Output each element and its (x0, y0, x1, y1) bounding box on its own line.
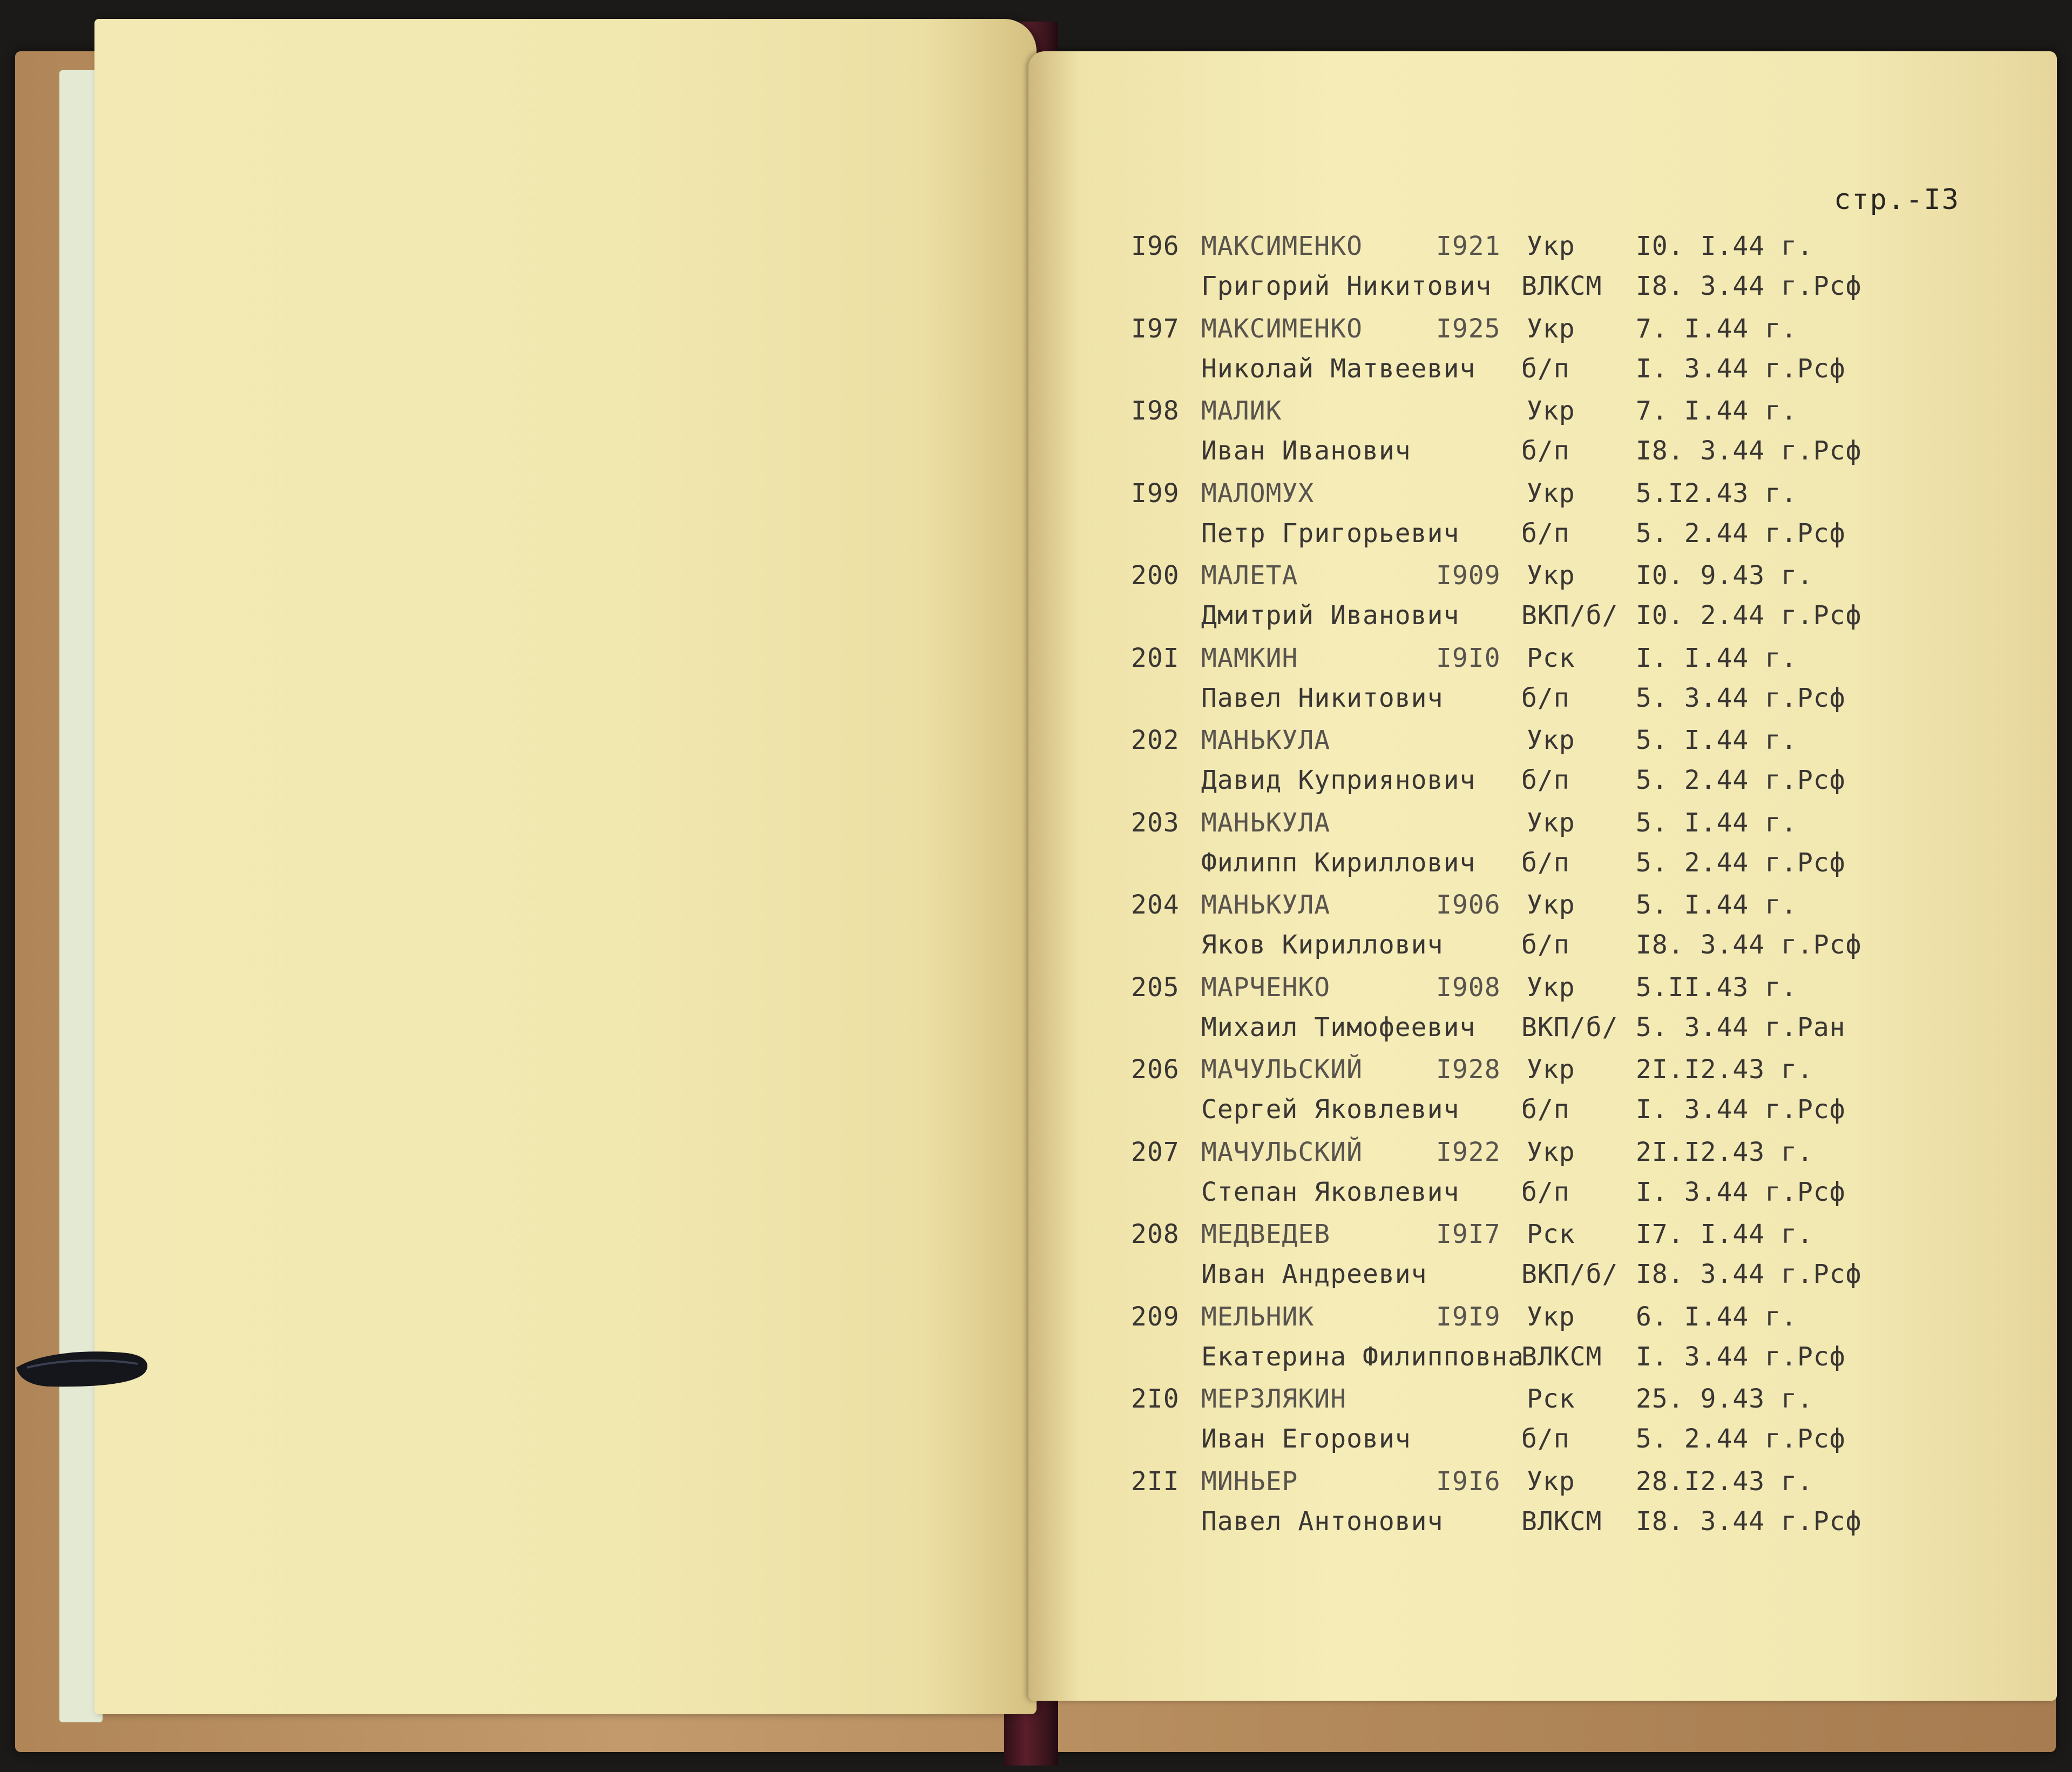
date-second: 5. 3.44 г.Рсф (1636, 682, 1846, 713)
nationality: Укр (1527, 890, 1575, 920)
given-name: Григорий Никитович (1201, 271, 1492, 301)
date-second: 5. 2.44 г.Рсф (1636, 1424, 1846, 1454)
date-second: 5. 2.44 г.Рсф (1636, 518, 1846, 549)
given-name: Петр Григорьевич (1201, 518, 1460, 549)
party-membership: б/п (1521, 436, 1570, 466)
date-first: I0. I.44 г. (1636, 231, 1813, 261)
date-first: 7. I.44 г. (1636, 396, 1797, 426)
party-membership: б/п (1521, 518, 1570, 549)
register-entry (0, 394, 2072, 475)
register-entry (0, 559, 2072, 640)
nationality: Укр (1527, 396, 1575, 426)
surname: МИНЬЕР (1201, 1466, 1298, 1497)
given-name: Павел Антонович (1201, 1506, 1444, 1537)
entry-number: I99 (1131, 478, 1180, 509)
given-name: Михаил Тимофеевич (1201, 1012, 1476, 1043)
birth-year: I925 (1436, 313, 1501, 344)
given-name: Павел Никитович (1201, 682, 1444, 713)
date-second: I8. 3.44 г.Рсф (1636, 1506, 1862, 1537)
entry-number: 202 (1131, 725, 1180, 755)
surname: МАЛЕТА (1201, 560, 1298, 591)
given-name: Екатерина Филипповна (1201, 1341, 1524, 1372)
surname: МАЧУЛЬСКИЙ (1201, 1137, 1363, 1167)
surname: МАКСИМЕНКО (1201, 231, 1363, 261)
date-first: 6. I.44 г. (1636, 1301, 1797, 1332)
birth-year: I909 (1436, 560, 1501, 591)
register-entry (0, 1218, 2072, 1298)
nationality: Укр (1527, 1466, 1575, 1497)
entry-number: 209 (1131, 1301, 1180, 1332)
page-number: стр.-I3 (1833, 184, 1960, 216)
given-name: Иван Иванович (1201, 436, 1411, 466)
entry-number: 200 (1131, 560, 1180, 591)
surname: МЕЛЬНИК (1201, 1301, 1315, 1332)
party-membership: б/п (1521, 847, 1570, 878)
birth-year: I921 (1436, 231, 1501, 261)
given-name: Иван Егорович (1201, 1424, 1411, 1454)
register-entry (0, 1053, 2072, 1134)
birth-year: I928 (1436, 1054, 1501, 1085)
birth-year: I906 (1436, 890, 1501, 920)
entry-number: I97 (1131, 313, 1180, 344)
register-entry (0, 1465, 2072, 1546)
party-membership: ВКП/б/ (1521, 1259, 1619, 1289)
surname: МАЛИК (1201, 396, 1282, 426)
date-first: 5. I.44 г. (1636, 890, 1797, 920)
nationality: Укр (1527, 231, 1575, 261)
birth-year: I908 (1436, 972, 1501, 1003)
register-entry (0, 1135, 2072, 1216)
nationality: Укр (1527, 725, 1575, 755)
surname: МАЛОМУХ (1201, 478, 1315, 509)
date-second: 5. 2.44 г.Рсф (1636, 847, 1846, 878)
date-first: I0. 9.43 г. (1636, 560, 1813, 591)
register-entry (0, 477, 2072, 558)
nationality: Рск (1527, 642, 1575, 673)
birth-year: I9I9 (1436, 1301, 1501, 1332)
date-first: 28.I2.43 г. (1636, 1466, 1813, 1497)
birth-year: I922 (1436, 1137, 1501, 1167)
date-first: 5. I.44 г. (1636, 725, 1797, 755)
register-entry (0, 641, 2072, 722)
nationality: Укр (1527, 1301, 1575, 1332)
party-membership: б/п (1521, 930, 1570, 960)
party-membership: б/п (1521, 682, 1570, 713)
register-entry (0, 888, 2072, 969)
date-second: I8. 3.44 г.Рсф (1636, 930, 1862, 960)
surname: МЕДВЕДЕВ (1201, 1219, 1331, 1249)
entry-number: I98 (1131, 396, 1180, 426)
surname: МЕРЗЛЯКИН (1201, 1384, 1347, 1414)
entry-number: 204 (1131, 890, 1180, 920)
date-second: I. 3.44 г.Рсф (1636, 353, 1846, 384)
birth-year: I9I0 (1436, 642, 1501, 673)
surname: МАМКИН (1201, 642, 1298, 673)
nationality: Укр (1527, 807, 1575, 838)
party-membership: б/п (1521, 1094, 1570, 1125)
surname: МАНЬКУЛА (1201, 807, 1331, 838)
date-first: 7. I.44 г. (1636, 313, 1797, 344)
date-first: I7. I.44 г. (1636, 1219, 1813, 1249)
nationality: Укр (1527, 1137, 1575, 1167)
date-first: 5.II.43 г. (1636, 972, 1797, 1003)
date-second: I. 3.44 г.Рсф (1636, 1176, 1846, 1207)
date-second: I8. 3.44 г.Рсф (1636, 1259, 1862, 1289)
register-entry (0, 1300, 2072, 1381)
party-membership: б/п (1521, 1424, 1570, 1454)
nationality: Укр (1527, 313, 1575, 344)
register-entry (0, 971, 2072, 1052)
entry-number: 203 (1131, 807, 1180, 838)
register-entry (0, 723, 2072, 804)
date-second: 5. 2.44 г.Рсф (1636, 765, 1846, 795)
register-entry (0, 806, 2072, 887)
entry-number: 20I (1131, 642, 1180, 673)
given-name: Давид Куприянович (1201, 765, 1476, 795)
date-second: I0. 2.44 г.Рсф (1636, 600, 1862, 631)
surname: МАНЬКУЛА (1201, 725, 1331, 755)
register-entry (0, 312, 2072, 393)
surname: МАРЧЕНКО (1201, 972, 1331, 1003)
surname: МАКСИМЕНКО (1201, 313, 1363, 344)
party-membership: б/п (1521, 1176, 1570, 1207)
birth-year: I9I6 (1436, 1466, 1501, 1497)
party-membership: б/п (1521, 353, 1570, 384)
nationality: Рск (1527, 1384, 1575, 1414)
given-name: Степан Яковлевич (1201, 1176, 1460, 1207)
date-first: I. I.44 г. (1636, 642, 1797, 673)
party-membership: ВЛКСМ (1521, 271, 1602, 301)
date-first: 2I.I2.43 г. (1636, 1054, 1813, 1085)
date-first: 5. I.44 г. (1636, 807, 1797, 838)
entry-number: 2I0 (1131, 1384, 1180, 1414)
nationality: Рск (1527, 1219, 1575, 1249)
entry-number: 206 (1131, 1054, 1180, 1085)
entry-number: I96 (1131, 231, 1180, 261)
given-name: Иван Андреевич (1201, 1259, 1427, 1289)
nationality: Укр (1527, 560, 1575, 591)
birth-year: I9I7 (1436, 1219, 1501, 1249)
date-second: I8. 3.44 г.Рсф (1636, 436, 1862, 466)
party-membership: ВЛКСМ (1521, 1506, 1602, 1537)
given-name: Сергей Яковлевич (1201, 1094, 1460, 1125)
surname: МАЧУЛЬСКИЙ (1201, 1054, 1363, 1085)
nationality: Укр (1527, 972, 1575, 1003)
given-name: Дмитрий Иванович (1201, 600, 1460, 631)
nationality: Укр (1527, 478, 1575, 509)
given-name: Филипп Кириллович (1201, 847, 1476, 878)
surname: МАНЬКУЛА (1201, 890, 1331, 920)
party-membership: ВКП/б/ (1521, 600, 1619, 631)
given-name: Николай Матвеевич (1201, 353, 1476, 384)
party-membership: ВКП/б/ (1521, 1012, 1619, 1043)
date-first: 2I.I2.43 г. (1636, 1137, 1813, 1167)
register-entry (0, 229, 2072, 310)
entry-number: 2II (1131, 1466, 1180, 1497)
party-membership: ВЛКСМ (1521, 1341, 1602, 1372)
party-membership: б/п (1521, 765, 1570, 795)
nationality: Укр (1527, 1054, 1575, 1085)
entry-number: 205 (1131, 972, 1180, 1003)
entry-number: 208 (1131, 1219, 1180, 1249)
date-first: 5.I2.43 г. (1636, 478, 1797, 509)
given-name: Яков Кириллович (1201, 930, 1444, 960)
date-first: 25. 9.43 г. (1636, 1384, 1813, 1414)
entry-number: 207 (1131, 1137, 1180, 1167)
date-second: I. 3.44 г.Рсф (1636, 1341, 1846, 1372)
date-second: I8. 3.44 г.Рсф (1636, 271, 1862, 301)
date-second: I. 3.44 г.Рсф (1636, 1094, 1846, 1125)
date-second: 5. 3.44 г.Ран (1636, 1012, 1846, 1043)
register-entry (0, 1382, 2072, 1463)
